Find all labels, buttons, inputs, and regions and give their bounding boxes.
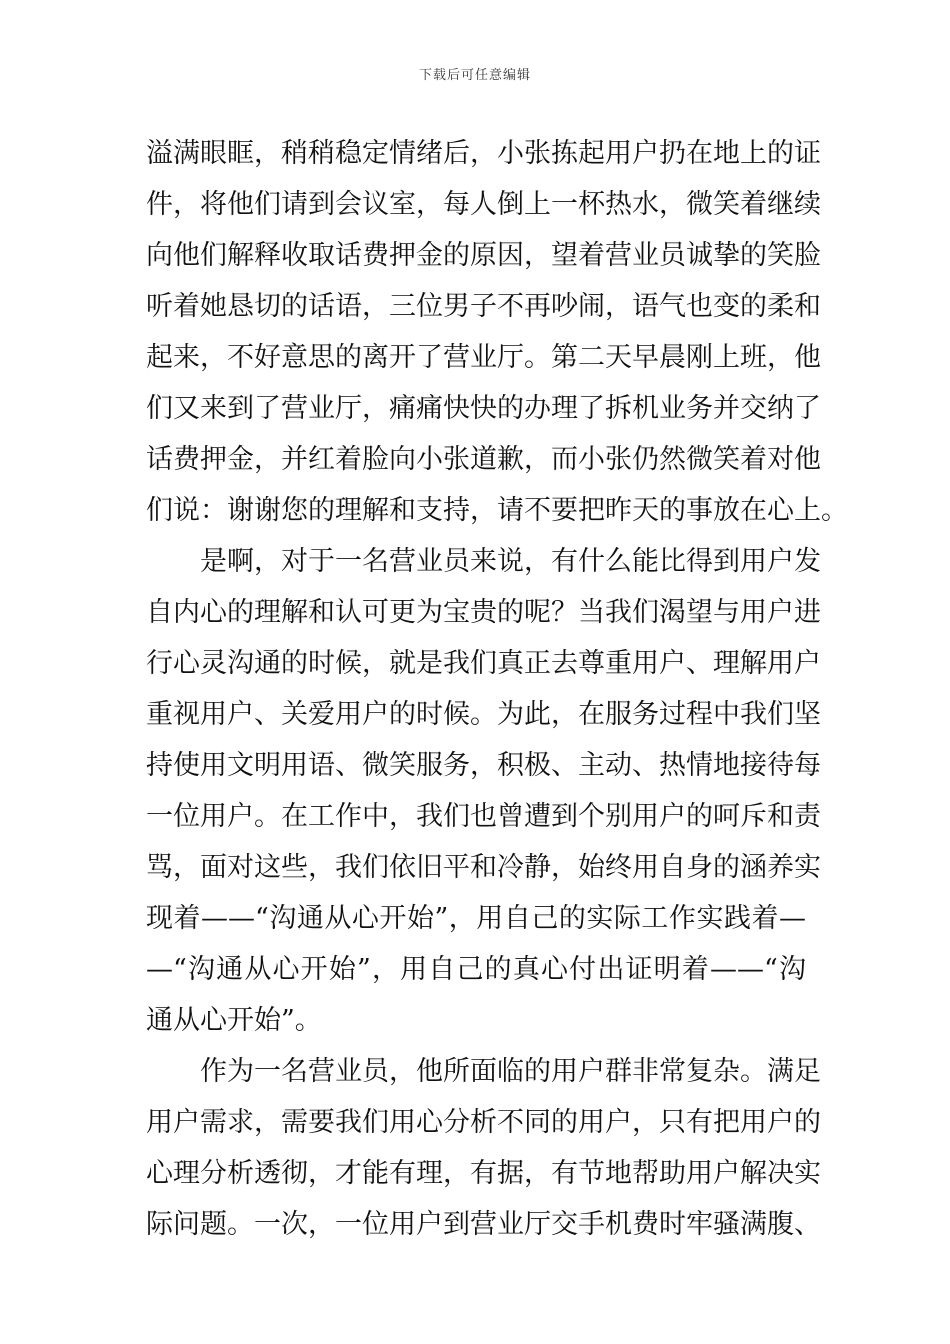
text-line: 起来，不好意思的离开了营业厅。第二天早晨刚上班，他 [146, 342, 821, 373]
text-line: 们说：谢谢您的理解和支持，请不要把昨天的事放在心上。 [146, 495, 848, 526]
text-line: 通从心开始”。 [146, 1005, 322, 1036]
text-line: 骂，面对这些，我们依旧平和冷静，始终用自身的涵养实 [146, 852, 821, 883]
text-line: 们又来到了营业厅，痛痛快快的办理了拆机业务并交纳了 [146, 393, 821, 424]
text-line: 持使用文明用语、微笑服务，积极、主动、热情地接待每 [146, 750, 821, 781]
paragraph [146, 128, 848, 536]
text-line: —“沟通从心开始”，用自己的真心付出证明着——“沟 [146, 954, 806, 985]
text-line: 重视用户、关爱用户的时候。为此，在服务过程中我们坚 [146, 699, 821, 730]
text-line: 际问题。一次，一位用户到营业厅交手机费时牢骚满腹、 [146, 1209, 821, 1240]
text-line: 听着她恳切的话语，三位男子不再吵闹，语气也变的柔和 [146, 291, 821, 322]
text-line: 作为一名营业员，他所面临的用户群非常复杂。满足 [146, 1056, 821, 1087]
text-line: 话费押金，并红着脸向小张道歉，而小张仍然微笑着对他 [146, 444, 821, 475]
text-line: 心理分析透彻，才能有理，有据，有节地帮助用户解决实 [146, 1158, 821, 1189]
text-line: 向他们解释收取话费押金的原因，望着营业员诚挚的笑脸 [146, 240, 821, 271]
paragraph [146, 1046, 821, 1250]
text-line: 件，将他们请到会议室，每人倒上一杯热水，微笑着继续 [146, 189, 821, 220]
page-header: 下载后可任意编辑 [418, 68, 531, 83]
text-line: 是啊，对于一名营业员来说，有什么能比得到用户发 [146, 546, 821, 577]
text-line: 用户需求，需要我们用心分析不同的用户，只有把用户的 [146, 1107, 821, 1138]
document-body [146, 128, 848, 1250]
paragraph [146, 536, 821, 1046]
text-line: 溢满眼眶，稍稍稳定情绪后，小张拣起用户扔在地上的证 [146, 138, 821, 169]
text-line: 自内心的理解和认可更为宝贵的呢？当我们渴望与用户进 [146, 597, 821, 628]
text-line: 行心灵沟通的时候，就是我们真正去尊重用户、理解用户 [146, 648, 821, 679]
text-line: 现着——“沟通从心开始”，用自己的实际工作实践着— [146, 903, 806, 934]
text-line: 一位用户。在工作中，我们也曾遭到个别用户的呵斥和责 [146, 801, 821, 832]
